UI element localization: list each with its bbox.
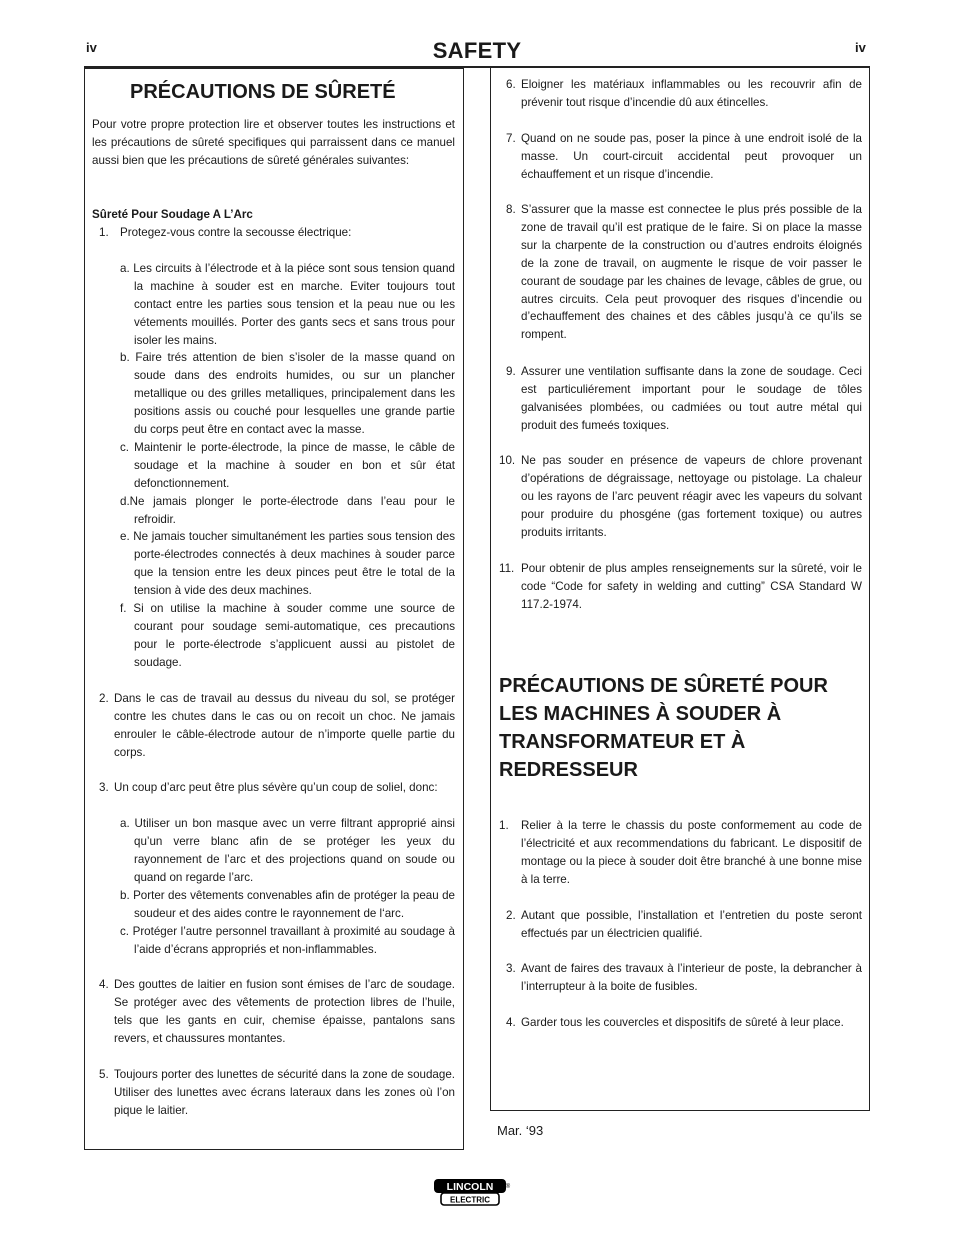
- section-heading-precautions: PRÉCAUTIONS DE SÛRETÉ: [130, 81, 396, 103]
- item-number: 4.: [99, 978, 109, 991]
- item-number: 3.: [99, 781, 109, 794]
- list-item-text: Garder tous les couvercles et dispositifs de sûreté à leur place.: [521, 1016, 844, 1029]
- list-item-text: Des gouttes de laitier en fusion sont émises de l’arc de soudage. Se protéger avec des vêtements de protection libres de l’huile, tels que les gants en cuir, chemise épaisse, pantalons sans revers, et chaussures montantes.: [114, 978, 455, 1045]
- page-number-left: iv: [86, 40, 97, 55]
- item-number: 11.: [499, 562, 515, 575]
- sublist-item-c: c. Maintenir le porte-électrode, la pince de masse, le câble de soudage et la machine à souder en bon et sûr état defonctionnement.: [120, 441, 455, 490]
- item-number: 5.: [99, 1068, 109, 1081]
- list-item-text: Avant de faires des travaux à l’interieur de poste, la debrancher à l’interrupteur à la boite de fusibles.: [521, 962, 862, 993]
- item-number: 6.: [506, 78, 516, 91]
- list-item-text: Eloigner les matériaux inflammables ou les recouvrir afin de prévenir tout risque d’incendie dû aux étincelles.: [521, 78, 862, 109]
- heading-line: REDRESSEUR: [499, 759, 638, 781]
- logo-registered-mark: ®: [505, 1184, 511, 1190]
- item-number: 9.: [506, 365, 516, 378]
- item-number: 1.: [99, 226, 109, 239]
- sublist-item-f: f. Si on utilise la machine à souder comme une source de courant pour soudage semi-automatique, ces precautions pour le porte-électrode s’applicuent aussi au pistolet de soudage.: [120, 602, 455, 669]
- list-item-text: Assurer une ventilation suffisante dans la zone de soudage. Ceci est particuliérement important pour le soudage de tôles galvanisées plombées, ou cadmiées ou tout autre métal qui produit des fumeés toxiques.: [521, 365, 862, 432]
- list-item-text: Pour obtenir de plus amples renseignements sur la sûreté, voir le code “Code for safety in welding and cutting” CSA Standard W 117.2-1974.: [521, 562, 862, 611]
- sublist-item-a: a. Utiliser un bon masque avec un verre filtrant approprié ainsi qu’un verre blanc afin de se protéger les yeux du rayonnement de l’arc et des projections quand on soude ou quand on regarde l’arc.: [120, 817, 455, 884]
- heading-line: TRANSFORMATEUR ET À: [499, 731, 746, 753]
- heading-line: PRÉCAUTIONS DE SÛRETÉ POUR: [499, 675, 828, 697]
- item-number: 8.: [506, 203, 516, 216]
- list-item-text: Toujours porter des lunettes de sécurité dans la zone de soudage. Utiliser des lunettes avec écrans lateraux dans les zones où l’on pique le laitier.: [114, 1068, 455, 1117]
- list-item-text: Un coup d’arc peut être plus sévère qu’un coup de soliel, donc:: [114, 781, 438, 794]
- logo-text-top: LINCOLN: [446, 1181, 494, 1193]
- list-item-text: S’assurer que la masse est connectee le plus prés possible de la zone de travail qu’il est pratique de le faire. Si on place la masse sur la charpente de la construction ou d’autres endroits éloignés de la zone de travail, on augmente le risque de voir passer le courant de soudage par les chaines de levage, câbles de grue, ou autres circuits. Cela peut provoquer des risques d’incendie ou d’echauffement des chaines et des câbles jusqu’à ce qu’ils se rompent.: [521, 203, 862, 342]
- sublist-item-e: e. Ne jamais toucher simultanément les parties sous tension des porte-électrodes connectés à deux machines à souder parce que la tension entre les deux pinces peut être le total de la tension à vide des deux machines.: [120, 530, 455, 597]
- heading-line: LES MACHINES À SOUDER À: [499, 703, 782, 725]
- sublist-item-c: c. Protéger l’autre personnel travaillant à proximité au soudage à l’aide d’écrans appropriés et non-inflammables.: [120, 925, 455, 956]
- list-item-text: Quand on ne soude pas, poser la pince à une endroit isolé de la masse. Un court-circuit accidental peut provoquer un échauffement et un risque d’incendie.: [521, 132, 862, 181]
- item-number: 7.: [506, 132, 516, 145]
- lincoln-electric-logo: [434, 1178, 512, 1208]
- sublist-item-b: b. Porter des vêtements convenables afin de protéger la peau de soudeur et des aides contre le rayonnement de l‘arc.: [120, 889, 455, 920]
- item-number: 3.: [506, 962, 516, 975]
- revision-date: Mar. ‘93: [497, 1123, 544, 1138]
- item-number: 1.: [499, 819, 509, 832]
- list-item-text: Ne pas souder en présence de vapeurs de chlore provenant d’opérations de dégraissage, nettoyage ou pistolage. La chaleur ou les rayons de l’arc peuvent réagir avec les vapeurs du solvant pour produire du phosgéne (gas fortement toxique) ou autres produits irritants.: [521, 454, 862, 539]
- section-heading-transformer-machines: [499, 672, 828, 784]
- page-number-right: iv: [855, 40, 866, 55]
- subheading-arc-welding: Sûreté Pour Soudage A L’Arc: [92, 208, 253, 221]
- list-item-text: Protegez-vous contre la secousse électrique:: [120, 226, 352, 239]
- item-number: 2.: [506, 909, 516, 922]
- list-item-text: Relier à la terre le chassis du poste conformement au code de l’électricité et aux recommendations du fabricant. Le dispositif de montage ou la piece à souder doit être branché à une bonne mise à la terre.: [521, 819, 862, 886]
- list-item-text: Autant que possible, l’installation et l’entretien du poste seront effectués par un électricien qualifié.: [521, 909, 862, 940]
- item-number: 4.: [506, 1016, 516, 1029]
- item-number: 2.: [99, 692, 109, 705]
- sublist-item-d: d.Ne jamais plonger le porte-électrode dans l’eau pour le refroidir.: [120, 495, 455, 526]
- sublist-item-b: b. Faire trés attention de bien s’isoler de la masse quand on soude dans des endroits humides, ou sur un plancher metallique ou des grilles metalliques, principalement dans les positions assis ou couché pour lesquelles une grande partie du corps peut être en contact avec la masse.: [120, 351, 455, 436]
- list-item-text: Dans le cas de travail au dessus du niveau du sol, se protéger contre les chutes dans le cas ou on recoit un choc. Ne jamais enrouler le câble-électrode autour de n’importe quelle partie du corps.: [114, 692, 455, 759]
- item-number: 10.: [499, 454, 516, 467]
- intro-paragraph: Pour votre propre protection lire et observer toutes les instructions et les précautions de sûreté specifiques qui parraissent dans ce manuel aussi bien que les précautions de sûreté générales suivantes:: [92, 118, 455, 167]
- sublist-item-a: a. Les circuits à l’électrode et à la piéce sont sous tension quand la machine à souder est en marche. Eviter toujours tout contact entre les parties sous tension et la peau nue ou les vétements mouillés. Porter des gants secs et sans trous pour isoler les mains.: [120, 262, 455, 347]
- logo-text-bottom: ELECTRIC: [450, 1195, 490, 1205]
- page-title: SAFETY: [432, 38, 522, 63]
